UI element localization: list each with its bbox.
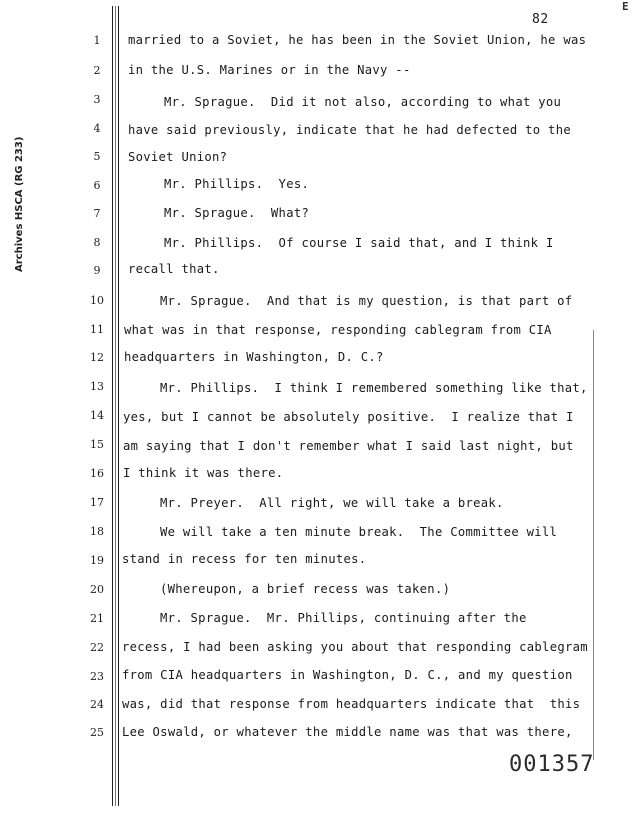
line-number: 18 xyxy=(90,525,104,538)
transcript-line: recess, I had been asking you about that responding cablegram xyxy=(122,640,588,654)
transcript-line: (Whereupon, a brief recess was taken.) xyxy=(160,582,451,596)
line-number: 21 xyxy=(90,612,104,625)
margin-rule xyxy=(112,6,113,806)
line-number: 10 xyxy=(90,294,104,307)
line-number: 22 xyxy=(90,641,104,654)
line-number: 20 xyxy=(90,583,104,596)
transcript-line: I think it was there. xyxy=(123,466,284,480)
line-number: 6 xyxy=(93,179,101,192)
line-number: 7 xyxy=(93,207,101,220)
transcript-line: We will take a ten minute break. The Committee will xyxy=(160,525,558,539)
margin-rule xyxy=(115,6,116,806)
line-number: 13 xyxy=(90,380,104,393)
margin-rule xyxy=(118,6,119,806)
transcript-line: was, did that response from headquarters indicate that this xyxy=(122,697,581,711)
document-control-number: 001357 xyxy=(509,752,595,777)
transcript-line: Mr. Phillips. I think I remembered something like that, xyxy=(160,381,588,395)
transcript-line: recall that. xyxy=(128,262,220,276)
archive-stamp xyxy=(2,42,25,272)
line-number: 1 xyxy=(93,34,101,47)
transcript-line: Mr. Preyer. All right, we will take a break. xyxy=(160,496,504,510)
transcript-line: Mr. Sprague. And that is my question, is that part of xyxy=(160,294,573,308)
line-number: 16 xyxy=(90,467,104,480)
transcript-line: am saying that I don't remember what I said last night, but xyxy=(123,439,574,453)
line-number: 15 xyxy=(90,438,104,451)
transcript-line: Mr. Sprague. Mr. Phillips, continuing after the xyxy=(160,611,527,625)
transcript-line: from CIA headquarters in Washington, D. C., and my question xyxy=(122,668,573,682)
line-number: 2 xyxy=(93,64,101,77)
line-number: 14 xyxy=(90,409,104,422)
line-number: 3 xyxy=(93,93,101,106)
transcript-line: have said previously, indicate that he had defected to the xyxy=(128,123,571,137)
page-number: 82 xyxy=(532,12,549,27)
transcript-line: what was in that response, responding cablegram from CIA xyxy=(124,323,552,337)
line-number: 19 xyxy=(90,554,104,567)
transcript-line: headquarters in Washington, D. C.? xyxy=(124,350,384,364)
line-number: 8 xyxy=(93,236,101,249)
transcript-line: Soviet Union? xyxy=(128,150,228,164)
line-number: 9 xyxy=(93,264,101,277)
line-number: 24 xyxy=(90,698,104,711)
line-number: 4 xyxy=(93,122,101,135)
transcript-line: in the U.S. Marines or in the Navy -- xyxy=(128,63,411,77)
line-number: 12 xyxy=(90,351,104,364)
right-margin-rule xyxy=(593,330,594,760)
transcript-line: yes, but I cannot be absolutely positive. I realize that I xyxy=(123,410,574,424)
line-number: 25 xyxy=(90,726,104,739)
transcript-line: Mr. Phillips. Of course I said that, and I think I xyxy=(164,236,554,250)
transcript-line: stand in recess for ten minutes. xyxy=(122,552,367,566)
corner-mark: E xyxy=(622,0,629,13)
line-number: 17 xyxy=(90,496,104,509)
transcript-line: Lee Oswald, or whatever the middle name was that was there, xyxy=(122,725,573,739)
transcript-line: Mr. Sprague. Did it not also, according to what you xyxy=(164,95,562,109)
transcript-line: Mr. Sprague. What? xyxy=(164,206,310,220)
archive-stamp-text: Archives HSCA (RG 233) xyxy=(14,136,25,272)
line-number: 11 xyxy=(90,323,104,336)
line-number: 23 xyxy=(90,670,104,683)
transcript-line: Mr. Phillips. Yes. xyxy=(164,177,310,191)
line-number: 5 xyxy=(93,150,101,163)
transcript-line: married to a Soviet, he has been in the Soviet Union, he was xyxy=(128,33,587,47)
